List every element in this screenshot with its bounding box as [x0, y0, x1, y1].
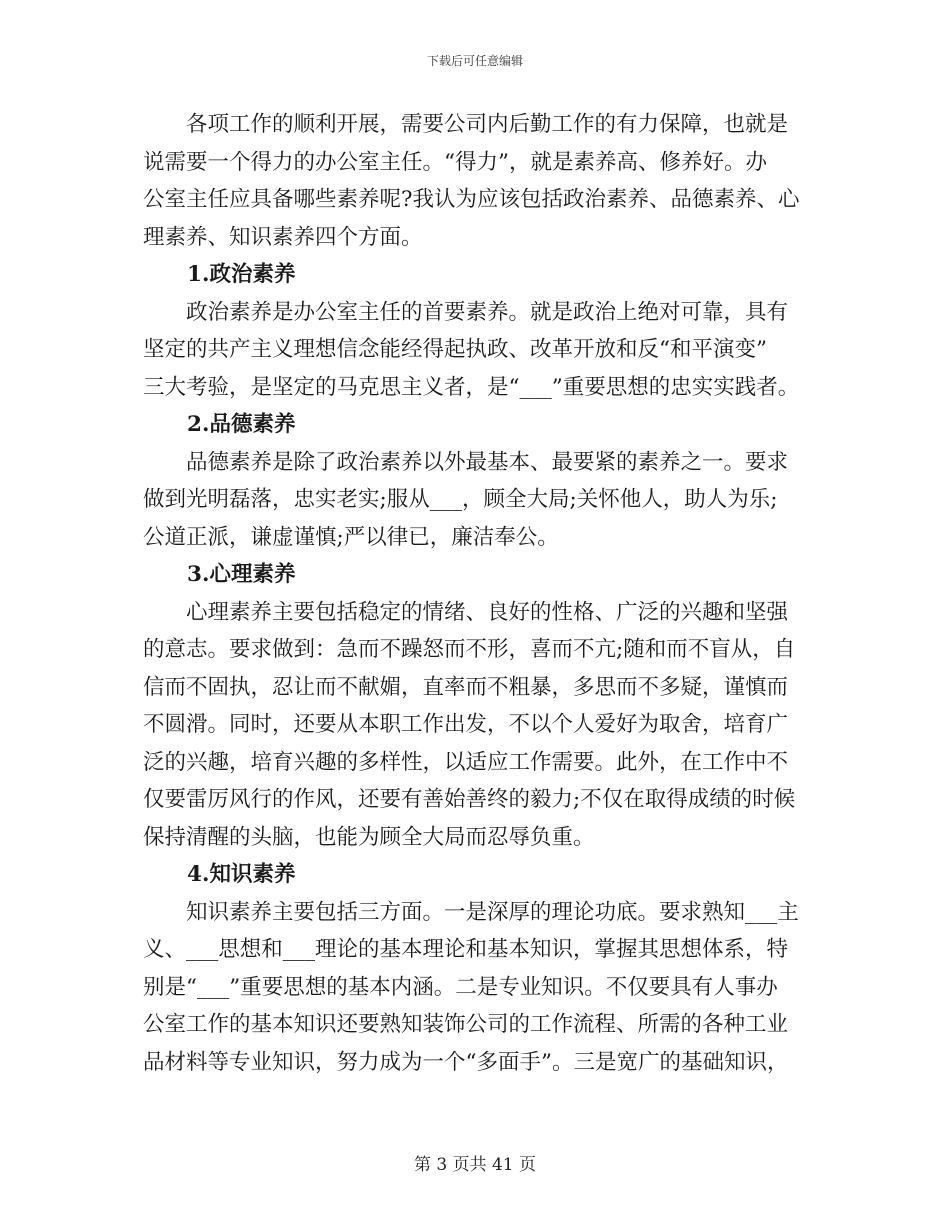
text-line: 心理素养主要包括稳定的情绪、良好的性格、广泛的兴趣和坚强 [143, 599, 789, 625]
text-line: 公室工作的基本知识还要熟知装饰公司的工作流程、所需的各种工业 [143, 1012, 789, 1037]
section-heading-knowledge: 4.知识素养 [187, 862, 296, 887]
section-paragraph-psychological [143, 594, 811, 857]
text-line: 知识素养主要包括三方面。一是深厚的理论功底。要求熟知___主 [143, 899, 799, 925]
section-heading-political: 1.政治素养 [187, 262, 296, 287]
document-body [143, 106, 811, 1081]
intro-paragraph [143, 106, 811, 256]
text-line: 做到光明磊落，忠实老实;服从___，顾全大局;关怀他人，助人为乐; [143, 487, 778, 512]
text-line: 信而不固执，忍让而不献媚，直率而不粗暴，多思而不多疑，谨慎而 [143, 674, 789, 700]
text-line: 义、___思想和___理论的基本理论和基本知识，掌握其思想体系，特 [143, 937, 789, 962]
text-line: 说需要一个得力的办公室主任。“得力”，就是素养高、修养好。办 [143, 149, 767, 175]
text-line: 品材料等专业知识，努力成为一个“多面手”。三是宽广的基础知识， [143, 1049, 789, 1075]
section-paragraph-moral [143, 444, 811, 557]
text-line: 公室主任应具备哪些素养呢?我认为应该包括政治素养、品德素养、心 [143, 187, 800, 212]
text-line: 品德素养是除了政治素养以外最基本、最要紧的素养之一。要求 [143, 449, 789, 475]
text-line: 仅要雷厉风行的作风，还要有善始善终的毅力;不仅在取得成绩的时候 [143, 787, 796, 812]
text-line: 各项工作的顺利开展，需要公司内后勤工作的有力保障，也就是 [143, 112, 789, 137]
text-line: 的意志。要求做到：急而不躁怒而不形，喜而不亢;随和而不盲从，自 [143, 637, 796, 662]
text-line: 保持清醒的头脑，也能为顾全大局而忍辱负重。 [143, 824, 595, 850]
text-line: 泛的兴趣，培育兴趣的多样性，以适应工作需要。此外，在工作中不 [143, 749, 789, 775]
text-line: 公道正派，谦虚谨慎;严以律已，廉洁奉公。 [143, 524, 559, 550]
text-line: 政治素养是办公室主任的首要素养。就是政治上绝对可靠，具有 [143, 299, 789, 325]
section-heading-moral: 2.品德素养 [187, 412, 296, 437]
text-line: 别是“___”重要思想的基本内涵。二是专业知识。不仅要具有人事办 [143, 974, 778, 1000]
text-line: 理素养、知识素养四个方面。 [143, 224, 423, 250]
page-footer: 第 3 页共 41 页 [413, 1155, 537, 1175]
page-header: 下载后可任意编辑 [426, 54, 523, 68]
text-line: 坚定的共产主义理想信念能经得起执政、改革开放和反“和平演变” [143, 337, 767, 362]
section-paragraph-political [143, 294, 811, 407]
text-line: 三大考验，是坚定的马克思主义者，是“___”重要思想的忠实实践者。 [143, 374, 800, 400]
section-heading-psychological: 3.心理素养 [187, 562, 296, 587]
section-paragraph-knowledge [143, 894, 811, 1082]
text-line: 不圆滑。同时，还要从本职工作出发，不以个人爱好为取舍，培育广 [143, 712, 789, 737]
